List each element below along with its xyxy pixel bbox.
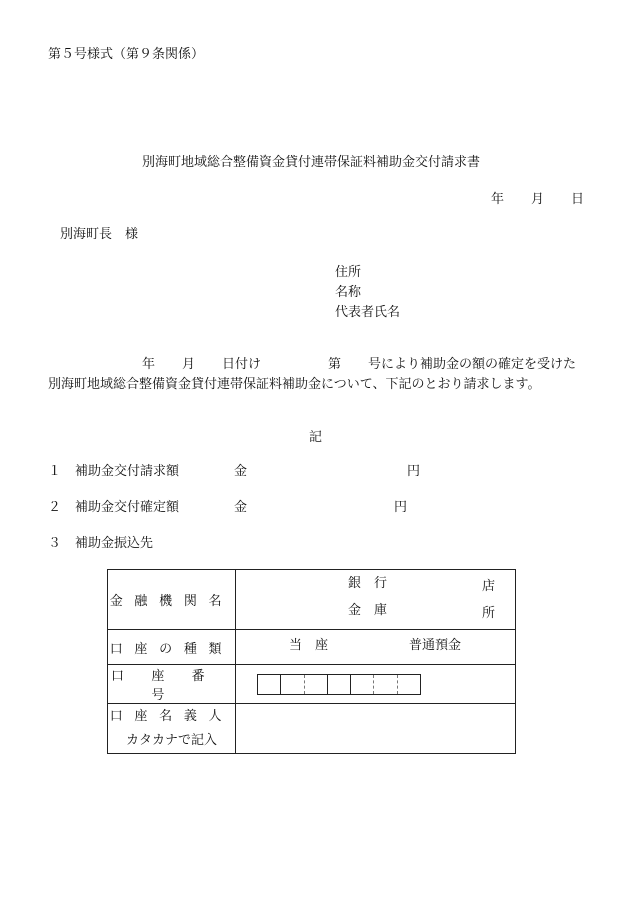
applicant-address: 住所 [335, 265, 362, 280]
account-type-label: 口座の種類 [108, 630, 236, 665]
type-current-option[interactable]: 当 座 [289, 638, 329, 653]
digit-box[interactable] [304, 675, 327, 694]
applicant-name: 名称 [335, 285, 362, 300]
branch-office-label: 所 [482, 606, 496, 621]
account-holder-label: 口座名義人 [109, 708, 234, 724]
form-number: 第５号様式（第９条関係） [48, 47, 205, 62]
row-account-holder [108, 704, 516, 754]
account-number-cell [236, 665, 516, 704]
account-holder-label-cell [108, 704, 236, 754]
digit-box[interactable] [280, 675, 303, 694]
item-1-number: １ [48, 464, 62, 479]
body-dated: 日付け [222, 357, 262, 372]
digit-box[interactable] [397, 675, 420, 694]
date-day: 日 [571, 192, 585, 207]
document-title: 別海町地域総合整備資金貸付連帯保証料補助金交付請求書 [142, 155, 481, 170]
account-number-label: 口座番号 [108, 665, 236, 704]
item-1-yen: 円 [407, 464, 421, 479]
item-3-number: ３ [48, 536, 62, 551]
account-type-cell[interactable] [236, 630, 516, 665]
account-number-boxes[interactable] [257, 674, 421, 695]
row-account-type [108, 630, 516, 665]
item-2-yen: 円 [394, 500, 408, 515]
date-year: 年 [491, 192, 505, 207]
applicant-representative: 代表者氏名 [335, 305, 401, 320]
digit-box[interactable] [373, 675, 396, 694]
katakana-note: カタカナで記入 [125, 732, 217, 748]
item-2-label: 補助金交付確定額 [75, 500, 180, 515]
row-account-number [108, 665, 516, 704]
digit-box[interactable] [350, 675, 373, 694]
item-3-label: 補助金振込先 [75, 536, 154, 551]
item-2-kin: 金 [234, 500, 248, 515]
addressee: 別海町長 様 [60, 227, 139, 242]
kinko-label: 金 庫 [348, 603, 388, 618]
financial-institution-label: 金融機関名 [108, 570, 236, 630]
row-financial-institution [108, 570, 516, 630]
financial-institution-cell[interactable] [236, 570, 516, 630]
date-month: 月 [531, 192, 545, 207]
bank-label: 銀 行 [348, 576, 388, 591]
body-line2: 別海町地域総合整備資金貸付連帯保証料補助金について、下記のとおり請求します。 [48, 377, 541, 392]
body-month: 月 [182, 357, 196, 372]
body-dai: 第 [328, 357, 342, 372]
item-1-kin: 金 [234, 464, 248, 479]
bank-transfer-table [107, 569, 516, 754]
ki-heading: 記 [309, 430, 323, 445]
item-2-number: ２ [48, 500, 62, 515]
account-holder-cell[interactable] [236, 704, 516, 754]
branch-store-label: 店 [482, 579, 496, 594]
body-line1-end: 号により補助金の額の確定を受けた [368, 357, 577, 372]
digit-box[interactable] [258, 675, 280, 694]
digit-box[interactable] [327, 675, 350, 694]
body-year: 年 [142, 357, 156, 372]
item-1-label: 補助金交付請求額 [75, 464, 180, 479]
type-ordinary-option[interactable]: 普通預金 [409, 638, 462, 653]
